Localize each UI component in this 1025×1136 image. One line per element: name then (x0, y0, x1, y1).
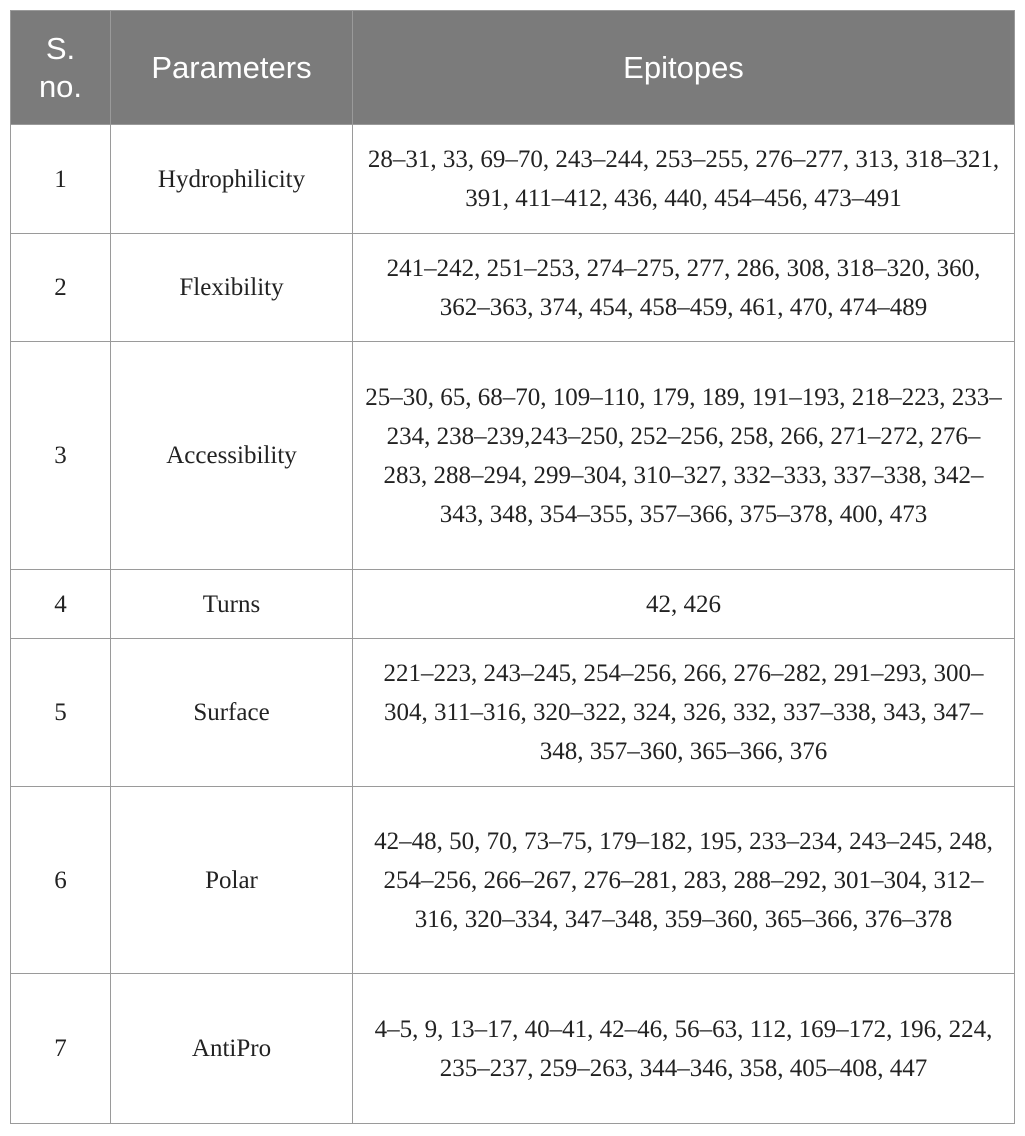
table-row (11, 125, 1015, 234)
header-epitopes: Epitopes (353, 11, 1015, 125)
cell-sno: 1 (11, 125, 111, 234)
cell-epitopes: 42–48, 50, 70, 73–75, 179–182, 195, 233–234, 243–245, 248, 254–256, 266–267, 276–281, 283, 288–292, 301–304, 312–316, 320–334, 347–348, 359–360, 365–366, 376–378 (353, 787, 1015, 974)
table-row (11, 234, 1015, 342)
cell-sno: 2 (11, 234, 111, 342)
cell-parameter: Polar (111, 787, 353, 974)
cell-epitopes: 221–223, 243–245, 254–256, 266, 276–282, 291–293, 300–304, 311–316, 320–322, 324, 326, 332, 337–338, 343, 347–348, 357–360, 365–366, 376 (353, 639, 1015, 787)
cell-parameter: Turns (111, 570, 353, 639)
header-row (11, 11, 1015, 125)
table-row (11, 570, 1015, 639)
table-row (11, 639, 1015, 787)
cell-epitopes: 42, 426 (353, 570, 1015, 639)
cell-parameter: Accessibility (111, 342, 353, 570)
cell-parameter: AntiPro (111, 974, 353, 1124)
cell-parameter: Surface (111, 639, 353, 787)
cell-sno: 6 (11, 787, 111, 974)
cell-sno: 7 (11, 974, 111, 1124)
cell-sno: 3 (11, 342, 111, 570)
cell-epitopes: 4–5, 9, 13–17, 40–41, 42–46, 56–63, 112, 169–172, 196, 224, 235–237, 259–263, 344–346, 358, 405–408, 447 (353, 974, 1015, 1124)
cell-sno: 5 (11, 639, 111, 787)
epitopes-table (10, 10, 1015, 1124)
cell-epitopes: 25–30, 65, 68–70, 109–110, 179, 189, 191–193, 218–223, 233–234, 238–239,243–250, 252–256, 258, 266, 271–272, 276–283, 288–294, 299–304, 310–327, 332–333, 337–338, 342–343, 348, 354–355, 357–366, 375–378, 400, 473 (353, 342, 1015, 570)
cell-parameter: Hydrophilicity (111, 125, 353, 234)
cell-parameter: Flexibility (111, 234, 353, 342)
table-row (11, 342, 1015, 570)
table-row (11, 974, 1015, 1124)
cell-sno: 4 (11, 570, 111, 639)
cell-epitopes: 28–31, 33, 69–70, 243–244, 253–255, 276–277, 313, 318–321, 391, 411–412, 436, 440, 454–456, 473–491 (353, 125, 1015, 234)
cell-epitopes: 241–242, 251–253, 274–275, 277, 286, 308, 318–320, 360, 362–363, 374, 454, 458–459, 461, 470, 474–489 (353, 234, 1015, 342)
header-parameters: Parameters (111, 11, 353, 125)
header-sno: S. no. (11, 11, 111, 125)
table-row (11, 787, 1015, 974)
